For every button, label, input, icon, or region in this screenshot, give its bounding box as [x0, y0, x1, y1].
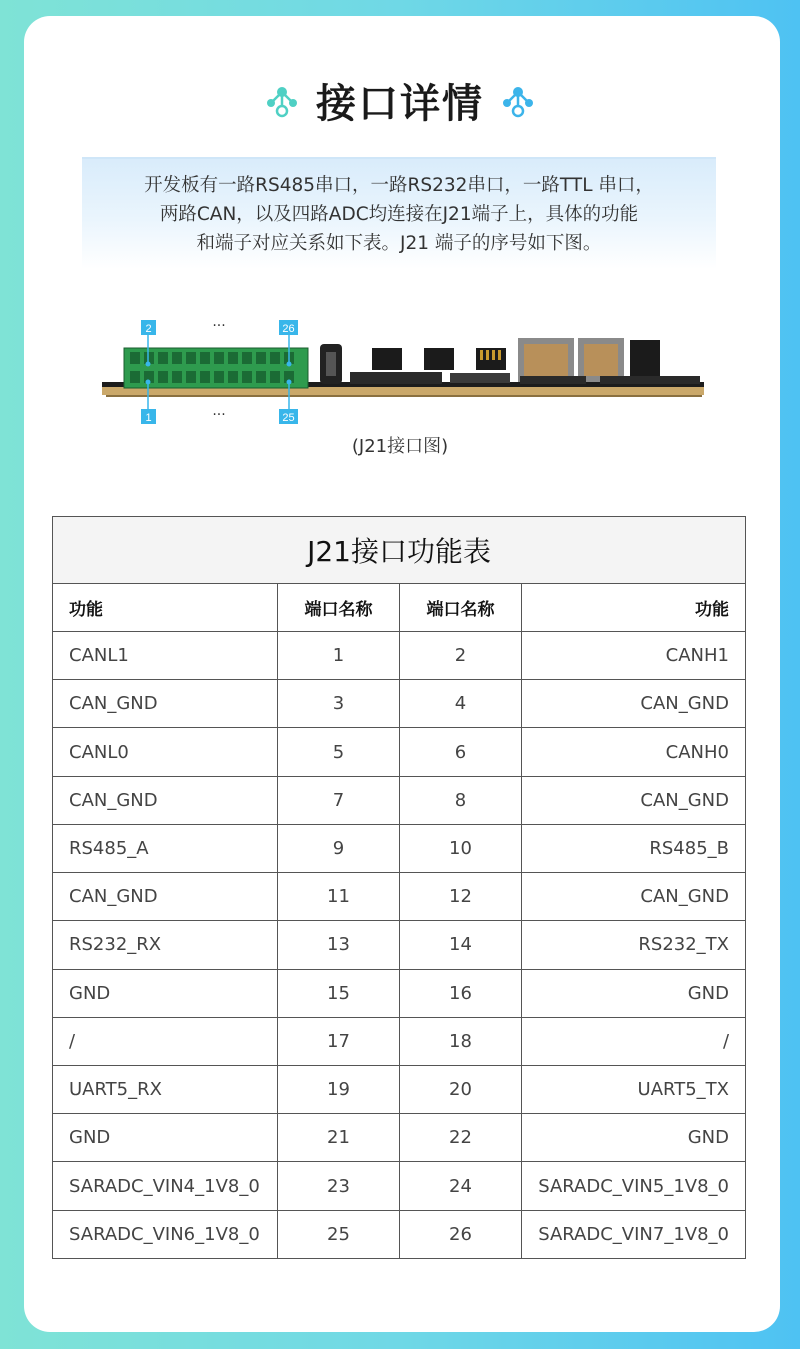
cell-port-right: 8 [400, 776, 522, 824]
cell-port-right: 12 [400, 873, 522, 921]
table-caption-row [53, 517, 746, 584]
cell-function-left: SARADC_VIN6_1V8_0 [53, 1210, 278, 1258]
cell-port-left: 11 [278, 873, 400, 921]
cell-function-right: CANH0 [522, 728, 746, 776]
cell-function-right: SARADC_VIN5_1V8_0 [522, 1162, 746, 1210]
cell-port-right: 18 [400, 1017, 522, 1065]
table-row [53, 1114, 746, 1162]
cell-function-right: RS485_B [522, 824, 746, 872]
cell-port-right: 14 [400, 921, 522, 969]
cell-function-left: CAN_GND [53, 776, 278, 824]
cell-port-right: 26 [400, 1210, 522, 1258]
cell-port-right: 10 [400, 824, 522, 872]
cell-port-right: 4 [400, 680, 522, 728]
header-port-left: 端口名称 [278, 584, 400, 632]
table-row [53, 873, 746, 921]
network-nodes-icon-right [498, 80, 538, 120]
table-row [53, 824, 746, 872]
table-row [53, 1210, 746, 1258]
table-row [53, 728, 746, 776]
cell-port-right: 22 [400, 1114, 522, 1162]
cell-function-left: GND [53, 1114, 278, 1162]
cell-port-right: 2 [400, 632, 522, 680]
figure-caption: (J21接口图) [351, 436, 449, 457]
cell-port-left: 13 [278, 921, 400, 969]
pin-label-26: 26 [282, 323, 295, 335]
cell-function-left: RS232_RX [53, 921, 278, 969]
cell-function-right: CANH1 [522, 632, 746, 680]
cell-port-right: 20 [400, 1065, 522, 1113]
table-row [53, 680, 746, 728]
cell-port-left: 1 [278, 632, 400, 680]
ellipsis-bottom: ··· [212, 407, 226, 423]
cell-function-right: CAN_GND [522, 680, 746, 728]
cell-function-right: CAN_GND [522, 873, 746, 921]
table-row [53, 921, 746, 969]
cell-function-right: / [522, 1017, 746, 1065]
cell-port-left: 7 [278, 776, 400, 824]
j21-function-table [52, 516, 746, 1259]
intro-line: 两路CAN，以及四路ADC均连接在J21端子上，具体的功能 [159, 204, 639, 225]
cell-port-left: 21 [278, 1114, 400, 1162]
cell-function-left: CAN_GND [53, 873, 278, 921]
header-port-right: 端口名称 [400, 584, 522, 632]
cell-port-left: 3 [278, 680, 400, 728]
table-header-row [53, 584, 746, 632]
cell-function-left: GND [53, 969, 278, 1017]
header-function-right: 功能 [522, 584, 746, 632]
cell-function-left: CANL1 [53, 632, 278, 680]
cell-function-left: RS485_A [53, 824, 278, 872]
cell-function-right: RS232_TX [522, 921, 746, 969]
page-title: 接口详情 [316, 80, 484, 127]
intro-line: 开发板有一路RS485串口，一路RS232串口，一路TTL 串口， [144, 175, 654, 196]
cell-port-right: 24 [400, 1162, 522, 1210]
table-row [53, 776, 746, 824]
cell-function-left: UART5_RX [53, 1065, 278, 1113]
cell-function-left: / [53, 1017, 278, 1065]
table-row [53, 969, 746, 1017]
cell-function-left: CAN_GND [53, 680, 278, 728]
cell-port-left: 15 [278, 969, 400, 1017]
cell-function-right: GND [522, 1114, 746, 1162]
table-row [53, 1017, 746, 1065]
cell-function-left: CANL0 [53, 728, 278, 776]
cell-port-left: 17 [278, 1017, 400, 1065]
table-row [53, 1065, 746, 1113]
cell-port-right: 16 [400, 969, 522, 1017]
table-row [53, 1162, 746, 1210]
table-caption: J21接口功能表 [53, 517, 746, 584]
intro-box [82, 157, 716, 269]
cell-port-left: 9 [278, 824, 400, 872]
table-row [53, 632, 746, 680]
cell-function-right: CAN_GND [522, 776, 746, 824]
cell-port-left: 19 [278, 1065, 400, 1113]
network-nodes-icon-left [262, 80, 302, 120]
intro-paragraph [82, 159, 716, 258]
cell-port-right: 6 [400, 728, 522, 776]
section-header [0, 74, 800, 126]
header-function-left: 功能 [53, 584, 278, 632]
pin-label-1: 1 [145, 412, 152, 424]
cell-function-left: SARADC_VIN4_1V8_0 [53, 1162, 278, 1210]
cell-port-left: 5 [278, 728, 400, 776]
cell-function-right: GND [522, 969, 746, 1017]
j21-board-image [100, 318, 710, 428]
intro-line: 和端子对应关系如下表。J21 端子的序号如下图。 [196, 233, 602, 254]
cell-function-right: SARADC_VIN7_1V8_0 [522, 1210, 746, 1258]
cell-port-left: 25 [278, 1210, 400, 1258]
cell-port-left: 23 [278, 1162, 400, 1210]
cell-function-right: UART5_TX [522, 1065, 746, 1113]
ellipsis-top: ··· [212, 318, 226, 334]
pin-label-25: 25 [282, 412, 295, 424]
pin-label-2: 2 [145, 323, 152, 335]
